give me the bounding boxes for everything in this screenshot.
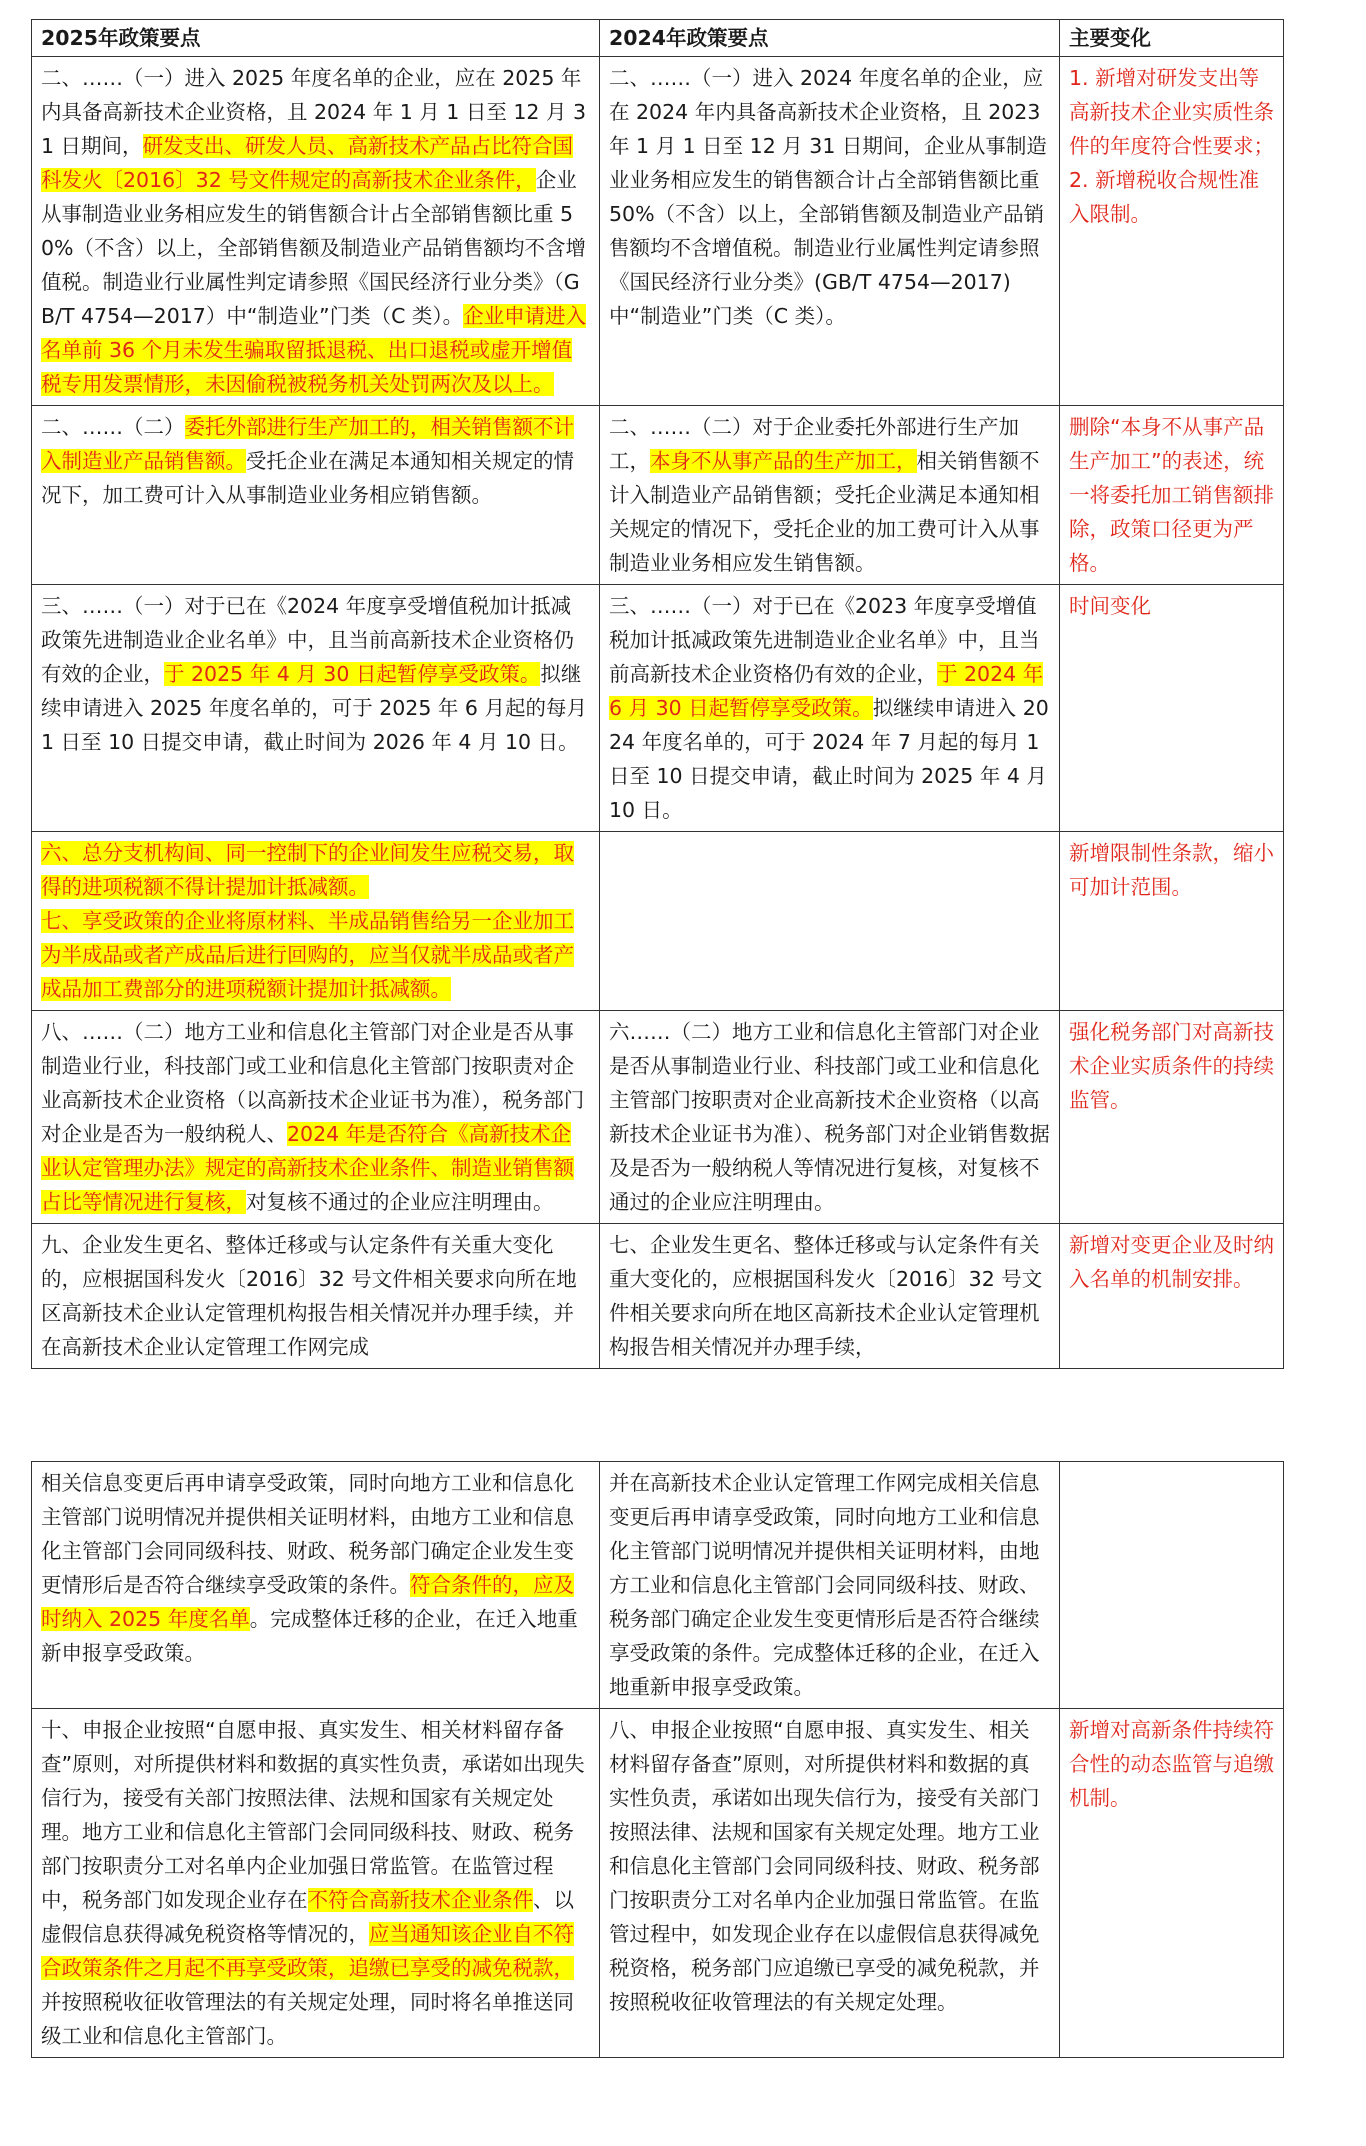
header-2025: 2025年政策要点 <box>32 20 600 57</box>
cell-text: 拟继续申请进入 2024 年度名单的，可于 2024 年 7 月起的每月 1 日至 10 日提交申请，截止时间为 2025 年 4 月 10 日。 <box>609 696 1049 822</box>
header-row <box>32 20 1284 57</box>
policy-comparison-table <box>31 19 1284 1369</box>
cell-text: 企业从事制造业业务相应发生的销售额合计占全部销售额比重 50%（不含）以上，全部销售额及制造业产品销售额均不含增值税。制造业行业属性判定请参照《国民经济行业分类》（GB/T 4754—2017）中“制造业”门类（C 类）。 <box>41 168 587 328</box>
cell-2024 <box>600 832 1060 1011</box>
cell-text: 相关销售额不计入制造业产品销售额；受托企业满足本通知相关规定的情况下，受托企业的加工费可计入从事制造业业务相应发生销售额。 <box>609 449 1040 575</box>
table-row <box>32 1462 1284 1709</box>
highlighted-text: 符合条件的，应及时纳入 2025 年度名单 <box>41 1573 574 1631</box>
header-2024: 2024年政策要点 <box>600 20 1060 57</box>
cell-2024 <box>600 406 1060 585</box>
cell-text: 七、企业发生更名、整体迁移或与认定条件有关重大变化的，应根据国科发火〔2016〕32 号文件相关要求向所在地区高新技术企业认定管理机构报告相关情况并办理手续， <box>609 1233 1043 1359</box>
cell-change: 新增对变更企业及时纳入名单的机制安排。 <box>1060 1224 1284 1369</box>
cell-2024 <box>600 585 1060 832</box>
cell-2024 <box>600 1224 1060 1369</box>
cell-text: 。完成整体迁移的企业，在迁入地重新申报享受政策。 <box>41 1607 578 1665</box>
cell-text: 三、……（一）对于已在《2023 年度享受增值税加计抵减政策先进制造业企业名单》中，且当前高新技术企业资格仍有效的企业， <box>609 594 1040 686</box>
cell-text: 九、企业发生更名、整体迁移或与认定条件有关重大变化的，应根据国科发火〔2016〕32 号文件相关要求向所在地区高新技术企业认定管理机构报告相关情况并办理手续，并在高新技术企业认定管理工作网完成 <box>41 1233 577 1359</box>
cell-2025 <box>32 832 600 1011</box>
cell-text: 十、申报企业按照“自愿申报、真实发生、相关材料留存备查”原则，对所提供材料和数据的真实性负责，承诺如出现失信行为，接受有关部门按照法律、法规和国家有关规定处理。地方工业和信息化主管部门会同同级科技、财政、税务部门按职责分工对名单内企业加强日常监管。在监管过程中，税务部门如发现企业存在 <box>41 1718 585 1912</box>
highlighted-text: 应当通知该企业自不符合政策条件之月起不再享受政策，追缴已享受的减免税款， <box>41 1922 574 1980</box>
cell-text: 三、……（一）对于已在《2024 年度享受增值税加计抵减政策先进制造业企业名单》中，且当前高新技术企业资格仍有效的企业， <box>41 594 574 686</box>
cell-change: 时间变化 <box>1060 585 1284 832</box>
cell-text: 拟继续申请进入 2025 年度名单的，可于 2025 年 6 月起的每月 1 日至 10 日提交申请，截止时间为 2026 年 4 月 10 日。 <box>41 662 587 754</box>
cell-text: 二、……（一）进入 2025 年度名单的企业，应在 2025 年内具备高新技术企业资格，且 2024 年 1 月 1 日至 12 月 31 日期间， <box>41 66 587 158</box>
highlighted-text: 研发支出、研发人员、高新技术产品占比符合国科发火〔2016〕32 号文件规定的高新技术企业条件， <box>41 134 574 192</box>
policy-comparison-table-continued <box>31 1461 1284 2058</box>
table-row <box>32 585 1284 832</box>
table-row <box>32 1011 1284 1224</box>
header-changes: 主要变化 <box>1060 20 1284 57</box>
highlighted-text: 企业申请进入名单前 36 个月未发生骗取留抵退税、出口退税或虚开增值税专用发票情形，未因偷税被税务机关处罚两次及以上。 <box>41 304 587 396</box>
cell-text: 、以虚假信息获得减免税资格等情况的， <box>41 1888 574 1946</box>
cell-2024 <box>600 1709 1060 2058</box>
highlighted-text: 于 2024 年 6 月 30 日起暂停享受政策。 <box>609 662 1044 720</box>
cell-2025 <box>32 1462 600 1709</box>
cell-text: 八、申报企业按照“自愿申报、真实发生、相关材料留存备查”原则，对所提供材料和数据的真实性负责，承诺如出现失信行为，接受有关部门按照法律、法规和国家有关规定处理。地方工业和信息化主管部门会同同级科技、财政、税务部门按职责分工对名单内企业加强日常监管。在监管过程中，如发现企业存在以虚假信息获得减免税资格，税务部门应追缴已享受的减免税款，并按照税收征收管理法的有关规定处理。 <box>609 1718 1040 2014</box>
cell-change: 删除“本身不从事产品生产加工”的表述，统一将委托加工销售额排除，政策口径更为严格。 <box>1060 406 1284 585</box>
highlighted-text: 于 2025 年 4 月 30 日起暂停享受政策。 <box>164 662 541 686</box>
highlighted-text: 不符合高新技术企业条件 <box>307 1888 533 1912</box>
highlighted-text: 七、享受政策的企业将原材料、半成品销售给另一企业加工为半成品或者产成品后进行回购的，应当仅就半成品或者产成品加工费部分的进项税额计提加计抵减额。 <box>41 909 574 1001</box>
cell-2025 <box>32 1224 600 1369</box>
cell-change: 1. 新增对研发支出等高新技术企业实质性条件的年度符合性要求； 2. 新增税收合规性准入限制。 <box>1060 57 1284 406</box>
cell-text: 对复核不通过的企业应注明理由。 <box>246 1190 554 1214</box>
cell-text: 相关信息变更后再申请享受政策，同时向地方工业和信息化主管部门说明情况并提供相关证明材料，由地方工业和信息化主管部门会同同级科技、财政、税务部门确定企业发生变更情形后是否符合继续享受政策的条件。 <box>41 1471 574 1597</box>
highlighted-text: 2024 年是否符合《高新技术企业认定管理办法》规定的高新技术企业条件、制造业销售额占比等情况进行复核， <box>41 1122 574 1214</box>
highlighted-text: 六、总分支机构间、同一控制下的企业间发生应税交易，取得的进项税额不得计提加计抵减额。 <box>41 841 574 899</box>
table-row <box>32 1224 1284 1369</box>
cell-2024 <box>600 57 1060 406</box>
cell-text: 二、……（二）对于企业委托外部进行生产加工， <box>609 415 1019 473</box>
cell-2025 <box>32 585 600 832</box>
highlighted-text: 委托外部进行生产加工的，相关销售额不计入制造业产品销售额。 <box>41 415 574 473</box>
cell-2025 <box>32 406 600 585</box>
table-row <box>32 406 1284 585</box>
cell-text: 并在高新技术企业认定管理工作网完成相关信息变更后再申请享受政策，同时向地方工业和信息化主管部门说明情况并提供相关证明材料，由地方工业和信息化主管部门会同同级科技、财政、税务部门确定企业发生变更情形后是否符合继续享受政策的条件。完成整体迁移的企业，在迁入地重新申报享受政策。 <box>609 1471 1040 1699</box>
highlighted-text: 本身不从事产品的生产加工， <box>650 449 917 473</box>
cell-2025 <box>32 57 600 406</box>
cell-text: 六……（二）地方工业和信息化主管部门对企业是否从事制造业行业、科技部门或工业和信息化主管部门按职责对企业高新技术企业资格（以高新技术企业证书为准）、税务部门对企业销售数据及是否为一般纳税人等情况进行复核，对复核不通过的企业应注明理由。 <box>609 1020 1050 1214</box>
cell-text: 受托企业在满足本通知相关规定的情况下，加工费可计入从事制造业业务相应销售额。 <box>41 449 574 507</box>
table-row <box>32 832 1284 1011</box>
cell-2024 <box>600 1462 1060 1709</box>
cell-2025 <box>32 1709 600 2058</box>
cell-2024 <box>600 1011 1060 1224</box>
cell-text: 并按照税收征收管理法的有关规定处理，同时将名单推送同级工业和信息化主管部门。 <box>41 1990 574 2048</box>
cell-2025 <box>32 1011 600 1224</box>
cell-text: 二、……（二） <box>41 415 185 439</box>
table-row <box>32 1709 1284 2058</box>
cell-change <box>1060 1462 1284 1709</box>
cell-change: 强化税务部门对高新技术企业实质条件的持续监管。 <box>1060 1011 1284 1224</box>
cell-change: 新增对高新条件持续符合性的动态监管与追缴机制。 <box>1060 1709 1284 2058</box>
cell-text: 八、……（二）地方工业和信息化主管部门对企业是否从事制造业行业，科技部门或工业和信息化主管部门按职责对企业高新技术企业资格（以高新技术企业证书为准），税务部门对企业是否为一般纳税人、 <box>41 1020 585 1146</box>
cell-change: 新增限制性条款，缩小可加计范围。 <box>1060 832 1284 1011</box>
cell-text: 二、……（一）进入 2024 年度名单的企业，应在 2024 年内具备高新技术企业资格，且 2023 年 1 月 1 日至 12 月 31 日期间，企业从事制造业业务相应发生的销售额合计占全部销售额比重 50%（不含）以上，全部销售额及制造业产品销售额均不含增值税。制造业行业属性判定请参照《国民经济行业分类》(GB/T 4754—2017) 中“制造业”门类（C 类）。 <box>609 66 1047 328</box>
table-row <box>32 57 1284 406</box>
